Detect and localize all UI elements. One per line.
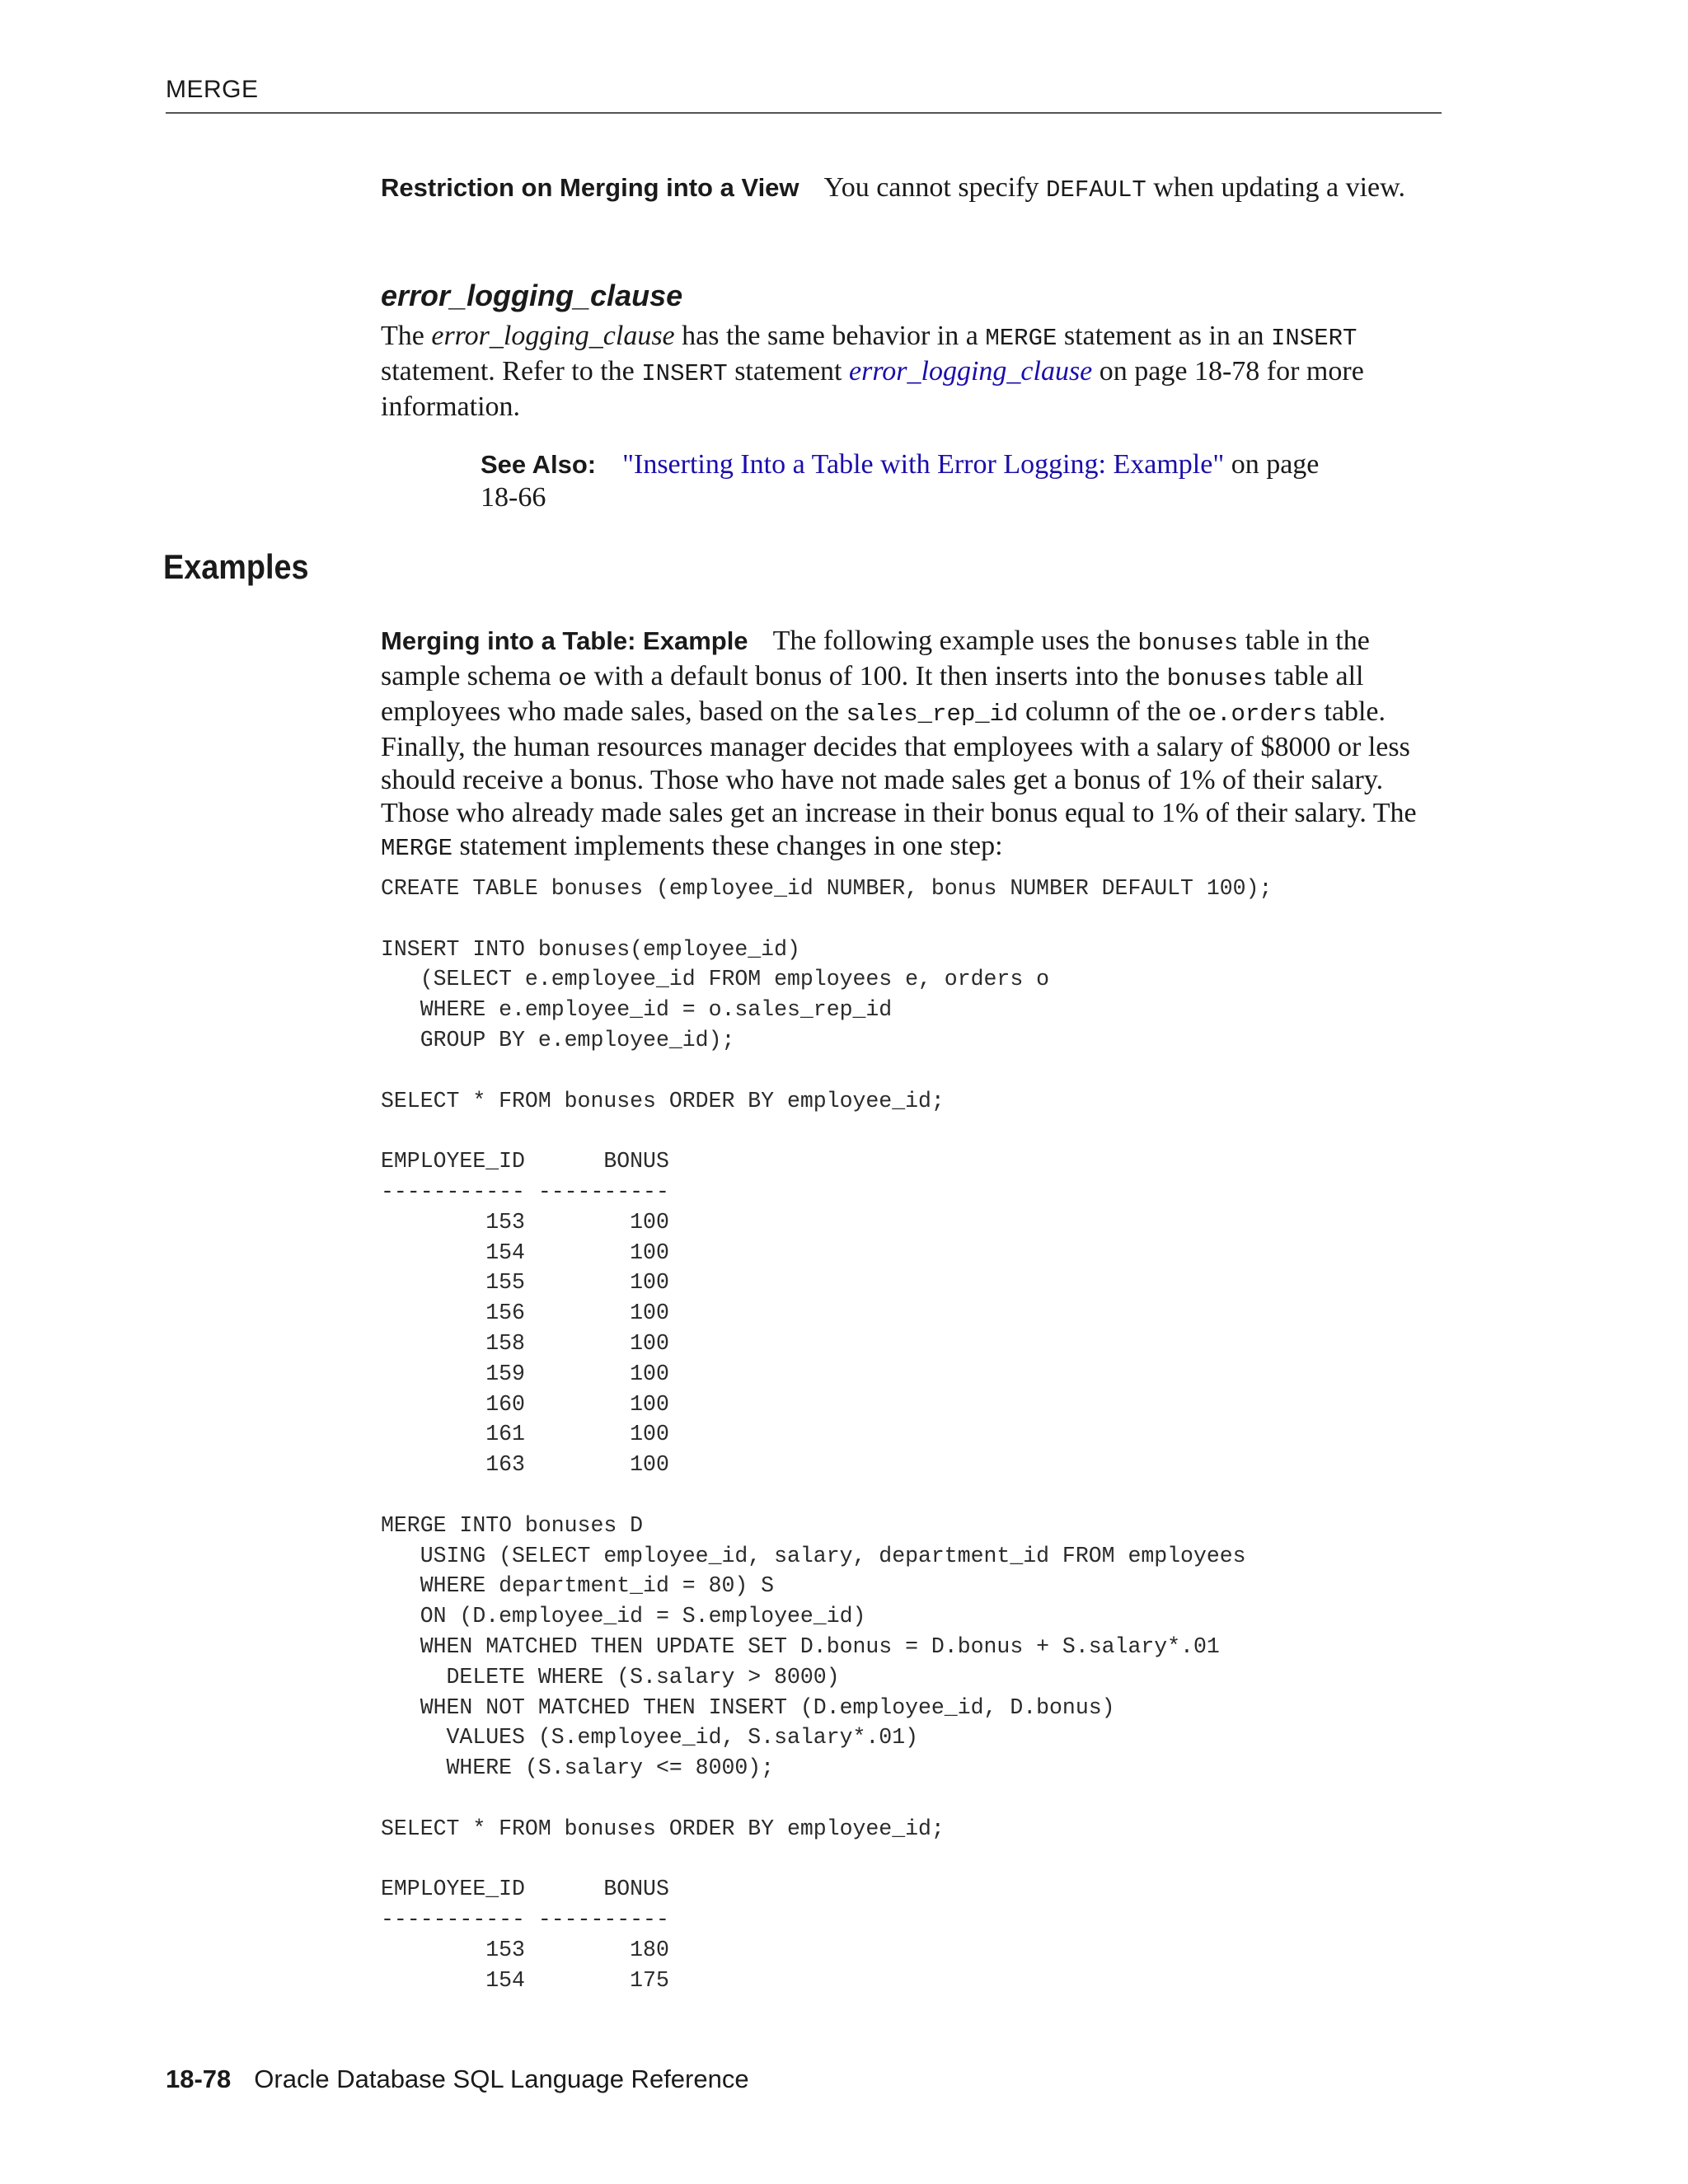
examples-text-4: table all employees who made sales, based on the xyxy=(381,661,1364,727)
see-also-link[interactable]: "Inserting Into a Table with Error Logging: Example" xyxy=(622,449,1225,480)
see-also-label: See Also: xyxy=(481,450,597,479)
examples-code-oe: oe xyxy=(558,665,588,692)
examples-code-bonuses-2: bonuses xyxy=(1166,665,1268,692)
error-logging-paragraph xyxy=(381,320,1444,424)
error-logging-text-2: has the same behavior in a xyxy=(674,321,986,351)
examples-text-7: statement implements these changes in one step: xyxy=(452,831,1003,861)
error-logging-heading: error_logging_clause xyxy=(381,279,683,312)
error-logging-text-4: statement. Refer to the xyxy=(381,356,642,387)
sql-code-block: CREATE TABLE bonuses (employee_id NUMBER, bonus NUMBER DEFAULT 100); INSERT INTO bonuses(employee_id) (SELECT e.employee_id FROM employees e, orders o WHERE e.employee_id = o.sales_rep_id GROUP BY e.employee_id); SELECT * FROM bonuses ORDER BY employee_id; EMPLOYEE_ID BONUS ----------- ---------- 153 100 154 100 155 100 156 100 158 100 159 100 160 100 161 100 163 100 MERGE INTO bonuses D USING (SELECT employee_id, salary, department_id FROM employees WHERE department_id = 80) S ON (D.employee_id = S.employee_id) WHEN MATCHED THEN UPDATE SET D.bonus = D.bonus + S.salary*.01 DELETE WHERE (S.salary > 8000) WHEN NOT MATCHED THEN INSERT (D.employee_id, D.bonus) VALUES (S.employee_id, S.salary*.01) WHERE (S.salary <= 8000); SELECT * FROM bonuses ORDER BY employee_id; EMPLOYEE_ID BONUS ----------- ---------- 153 180 154 175 xyxy=(381,876,1273,1993)
examples-text-2: table in the sample schema xyxy=(381,626,1370,691)
restriction-paragraph xyxy=(381,171,1444,207)
error-logging-text-6: on page 18-78 for more information. xyxy=(381,356,1364,422)
examples-code-sales-rep-id: sales_rep_id xyxy=(846,701,1019,728)
examples-text-6: table. Finally, the human resources manager decides that employees with a salary of $8000 or less should receive a bonus. Those who have not made sales get a bonus of 1% of their salary. Those who already made sales get an increase in their bonus equal to 1% of their salary. The xyxy=(381,696,1417,828)
error-logging-code-insert-1: INSERT xyxy=(1271,325,1357,352)
see-also-note xyxy=(481,448,1354,514)
error-logging-code-insert-2: INSERT xyxy=(641,360,728,387)
error-logging-code-merge: MERGE xyxy=(985,325,1057,352)
restriction-heading: Restriction on Merging into a View xyxy=(381,173,799,202)
examples-text-3: with a default bonus of 100. It then inserts into the xyxy=(587,661,1167,691)
restriction-code-default: DEFAULT xyxy=(1046,176,1146,204)
error-logging-italic-term: error_logging_clause xyxy=(431,321,675,351)
examples-paragraph xyxy=(381,625,1444,865)
restriction-text-1: You cannot specify xyxy=(823,172,1047,203)
examples-code-bonuses-1: bonuses xyxy=(1137,630,1239,657)
examples-run-head: Merging into a Table: Example xyxy=(381,626,748,655)
restriction-text-2: when updating a view. xyxy=(1146,172,1405,203)
error-logging-text-3: statement as in an xyxy=(1057,321,1272,351)
error-logging-clause-link[interactable]: error_logging_clause xyxy=(849,356,1093,387)
running-header: MERGE xyxy=(166,76,1442,114)
examples-text-1: The following example uses the xyxy=(772,626,1138,656)
examples-code-merge: MERGE xyxy=(381,835,453,862)
error-logging-text-5: statement xyxy=(727,356,849,387)
page-footer xyxy=(166,2064,749,2094)
book-title: Oracle Database SQL Language Reference xyxy=(254,2064,749,2093)
error-logging-text-1: The xyxy=(381,321,432,351)
examples-heading: Examples xyxy=(163,547,309,586)
page-number: 18-78 xyxy=(166,2064,232,2093)
examples-text-5: column of the xyxy=(1018,696,1189,727)
examples-code-oe-orders: oe.orders xyxy=(1188,701,1317,728)
see-also-suffix: on page 18-66 xyxy=(481,449,1320,513)
